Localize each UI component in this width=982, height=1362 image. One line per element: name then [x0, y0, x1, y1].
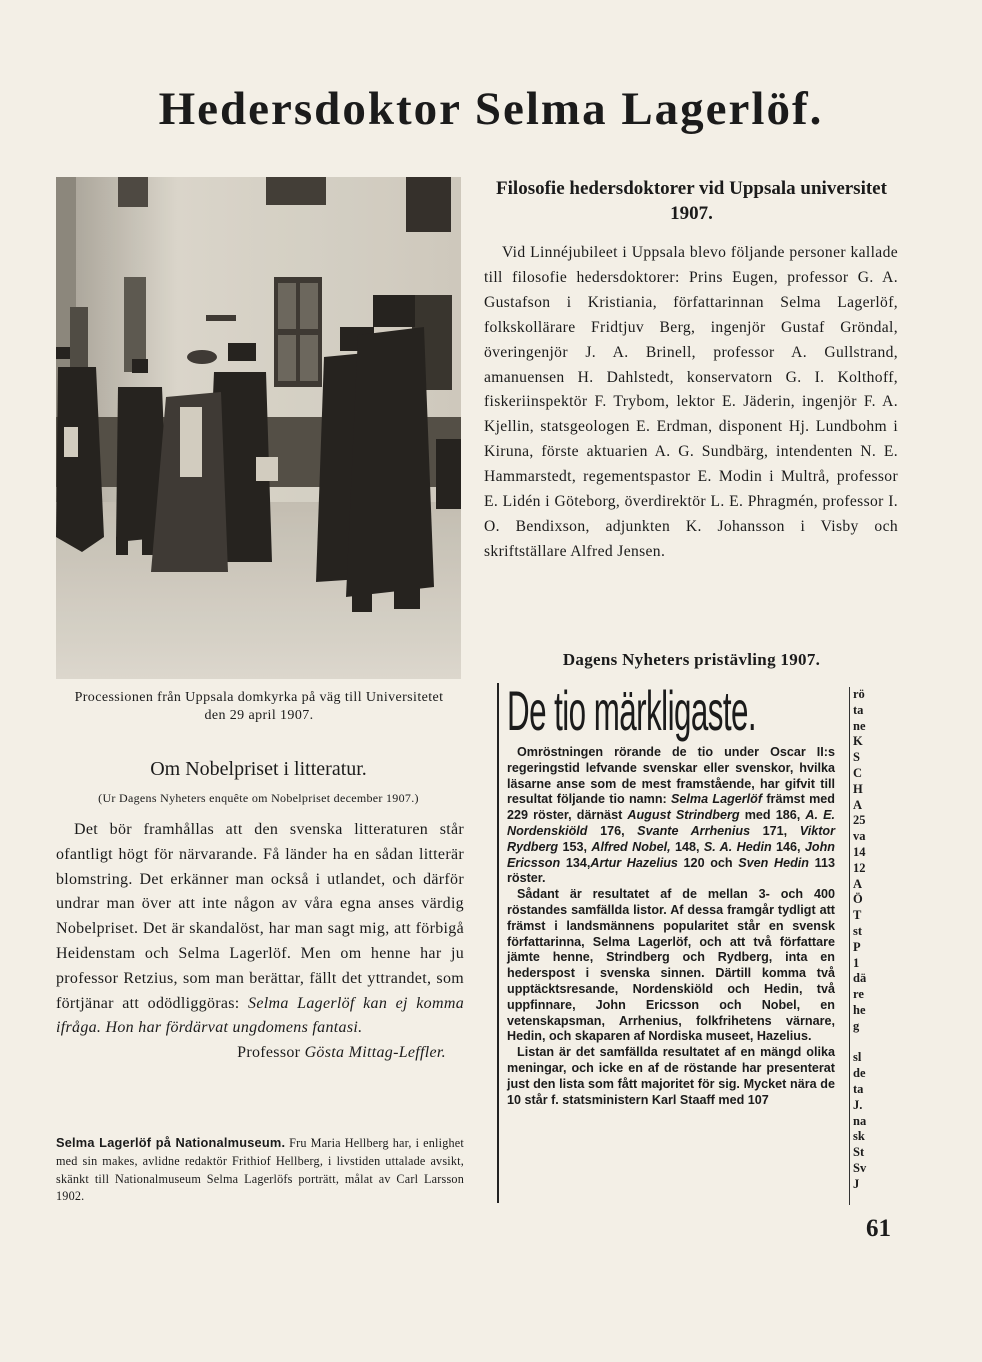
clip-name-9: Artur Hazelius — [590, 855, 678, 870]
edge-fragment: 1 — [853, 955, 860, 970]
clip-name-7: S. A. Hedin — [703, 839, 772, 854]
clip-name-6: Alfred Nobel, — [591, 839, 671, 854]
edge-fragment: C — [853, 765, 863, 780]
nobel-signature — [56, 1041, 464, 1066]
photo-caption: Processionen från Uppsala domkyrka på väg till Universitetet den 29 april 1907. — [74, 690, 444, 723]
edge-fragment: va — [853, 829, 866, 844]
clipping-paragraph-2: Sådant är resultatet af de mellan 3- och 400 röstandes samfällda listor. Af dessa framgår tydligt att främst i landsmännens popularitet står en svensk författarinna, Selma Lagerlöf, och att två författare jämte henne, Strindberg och Rydberg, inta en hederspost i svenska sinnen. Därtill komma två upptäcktsresande, Nordenskiöld och Hedin, två uppfinnare, John Ericsson och Nobel, en vetenskapsman, Arrhenius, folkfrihetens värnare, Hedin, och skaparen af Nordiska museet, Hazelius. — [507, 887, 835, 1044]
clipping-body — [507, 745, 835, 1108]
clip-text: 113 röster. — [507, 855, 835, 886]
edge-fragment: 12 — [853, 860, 866, 875]
clip-text: 176, — [587, 823, 638, 838]
doctors-paragraph: Vid Linnéjubileet i Uppsala blevo följande personer kallade till filosofie hedersdoktorer: Prins Eugen, professor G. A. Gustafson i Kristiania, författarinnan Selma Lagerlöf, folkskollärare Fridtjuv Berg, ingenjör Gustaf Gröndal, överingenjör J. A. Brinell, professor A. Gullstrand, amanuensen H. Dahlstedt, konservatorn G. I. Kolthoff, fiskeriinspektör F. Trybom, lektor E. Jäderin, ingenjör F. A. Kjellin, statsgeologen E. Erdman, disponent Hj. Lundbohm i Kiruna, förste aktuarien A. G. Sundbärg, intendenten N. E. Hammarstedt, regementspastor E. Modin i Multrå, professor E. Lidén i Göteborg, överdirektör L. E. Phragmén, professor I. O. Bendixson, adjunkten K. Johansson i Visby och skriftställare Alfred Jensen. — [484, 244, 898, 560]
edge-fragment: rö — [853, 687, 865, 701]
edge-fragment: g — [853, 1018, 860, 1033]
edge-fragment: 14 — [853, 844, 866, 859]
clipping-paragraph-3: Listan är det samfällda resultatet af en mängd olika meningar, och icke en af de röstande har presenterat just den lista som fått majoritet för sig. Mycket nära de 10 står f. statsministern Karl Staaff med 107 — [507, 1045, 835, 1107]
clip-name-4: Svante Arrhenius — [637, 823, 751, 838]
doctors-article — [484, 241, 898, 565]
edge-fragment: ta — [853, 702, 864, 717]
edge-fragment — [853, 1035, 873, 1051]
edge-fragment: K — [853, 734, 863, 749]
museum-notice — [56, 1134, 464, 1206]
clipping-paragraph-1 — [507, 745, 835, 887]
edge-fragment: P — [853, 939, 861, 954]
edge-fragment: St — [853, 1145, 865, 1160]
clip-text: 153, — [558, 839, 592, 854]
edge-fragment: dä — [853, 971, 867, 986]
nobel-quote: Selma Lagerlöf kan ej komma ifråga. Hon har fördärvat ungdomens fantasi. — [56, 994, 464, 1037]
edge-fragment: st — [853, 923, 863, 938]
clip-text: 134, — [560, 855, 591, 870]
edge-fragment: ne — [853, 718, 866, 733]
edge-fragment: J. — [853, 1097, 863, 1112]
edge-fragment: Ö — [853, 892, 863, 907]
page-title: Hedersdoktor Selma Lagerlöf. — [158, 83, 824, 135]
clip-text: 120 och — [677, 855, 739, 870]
edge-fragment: J — [853, 1176, 860, 1191]
museum-text: Fru Maria Hellberg har, i enlighet med sin makes, avlidne redaktör Frithiof Hellberg, i livstiden uttalade avsikt, skänkt till Nationalmuseum Selma Lagerlöfs porträtt, målat av Carl Larsson 1902. — [56, 1136, 464, 1204]
edge-fragment: 25 — [853, 813, 866, 828]
clip-text: Omröstningen rörande de tio under Oscar II:s regeringstid lefvande svenskar eller svenskor, hvilka läsarne anse som de mest framstående, har gifvit till resultat följande tio namn: — [507, 745, 835, 807]
edge-fragment: H — [853, 781, 863, 796]
clip-text: 171, — [750, 823, 800, 838]
edge-fragment: S — [853, 750, 860, 765]
newspaper-clipping — [497, 683, 843, 1203]
nobel-paragraph — [56, 818, 464, 1066]
edge-fragment: T — [853, 908, 862, 923]
edge-fragment: A — [853, 876, 863, 891]
page-number: 61 — [866, 1215, 891, 1242]
edge-fragment: na — [853, 1113, 867, 1128]
nobel-source: (Ur Dagens Nyheters enquête om Nobelpriset december 1907.) — [98, 791, 419, 805]
edge-fragment: A — [853, 797, 863, 812]
signature-title: Professor — [237, 1044, 305, 1062]
edge-fragment: Sv — [853, 1160, 867, 1175]
clip-name-5: Viktor Rydberg — [507, 823, 835, 854]
nobel-body-text: Det bör framhållas att den svenska litteraturen står ofantligt högt för närvarande. Få länder ha en sådan litterär blomstring. Det erkänner man också i utlandet, och därför undrar man över att inte någon av våra egna anses värdig Nobelpriset. Det är skandalöst, har man sagt mig, att förbigå Heidenstam och Selma Lagerlöf. Men om henne har ju professor Retzius, som man berättar, fällt det yttrandet, som förtjänar att odödliggöras: — [56, 821, 464, 1012]
clip-text: med 186, — [739, 808, 806, 823]
edge-fragment: de — [853, 1066, 866, 1081]
clip-text: främst med 229 röster, därnäst — [507, 792, 836, 823]
edge-fragment: ta — [853, 1081, 864, 1096]
signature-name: Gösta Mittag-Leffler. — [304, 1044, 446, 1062]
clip-text: 148, — [670, 839, 704, 854]
doctors-heading: Filosofie hedersdoktorer vid Uppsala universitet 1907. — [496, 178, 887, 224]
clip-name-8: John Ericsson — [507, 839, 835, 870]
nobel-heading: Om Nobelpriset i litteratur. — [150, 758, 367, 780]
procession-photo — [56, 177, 461, 679]
clipping-headline: De tio märkligaste. — [507, 683, 757, 742]
clip-name-2: August Strindberg — [627, 808, 740, 823]
edge-fragment: he — [853, 1002, 866, 1017]
edge-fragment: sk — [853, 1129, 865, 1144]
museum-heading: Selma Lagerlöf på Nationalmuseum. — [56, 1135, 286, 1150]
clip-name-3: A. E. Nordenskiöld — [507, 808, 835, 838]
nobel-article — [56, 818, 464, 1066]
clip-name-10: Sven Hedin — [738, 855, 810, 870]
edge-fragment: re — [853, 987, 864, 1002]
cropped-adjacent-column — [849, 687, 873, 1205]
contest-heading: Dagens Nyheters pristävling 1907. — [562, 650, 821, 669]
procession-photo-illustration — [56, 177, 461, 679]
clip-text: 146, — [771, 839, 805, 854]
edge-fragment: sl — [853, 1050, 862, 1065]
clip-name-1: Selma Lagerlöf — [671, 792, 763, 807]
